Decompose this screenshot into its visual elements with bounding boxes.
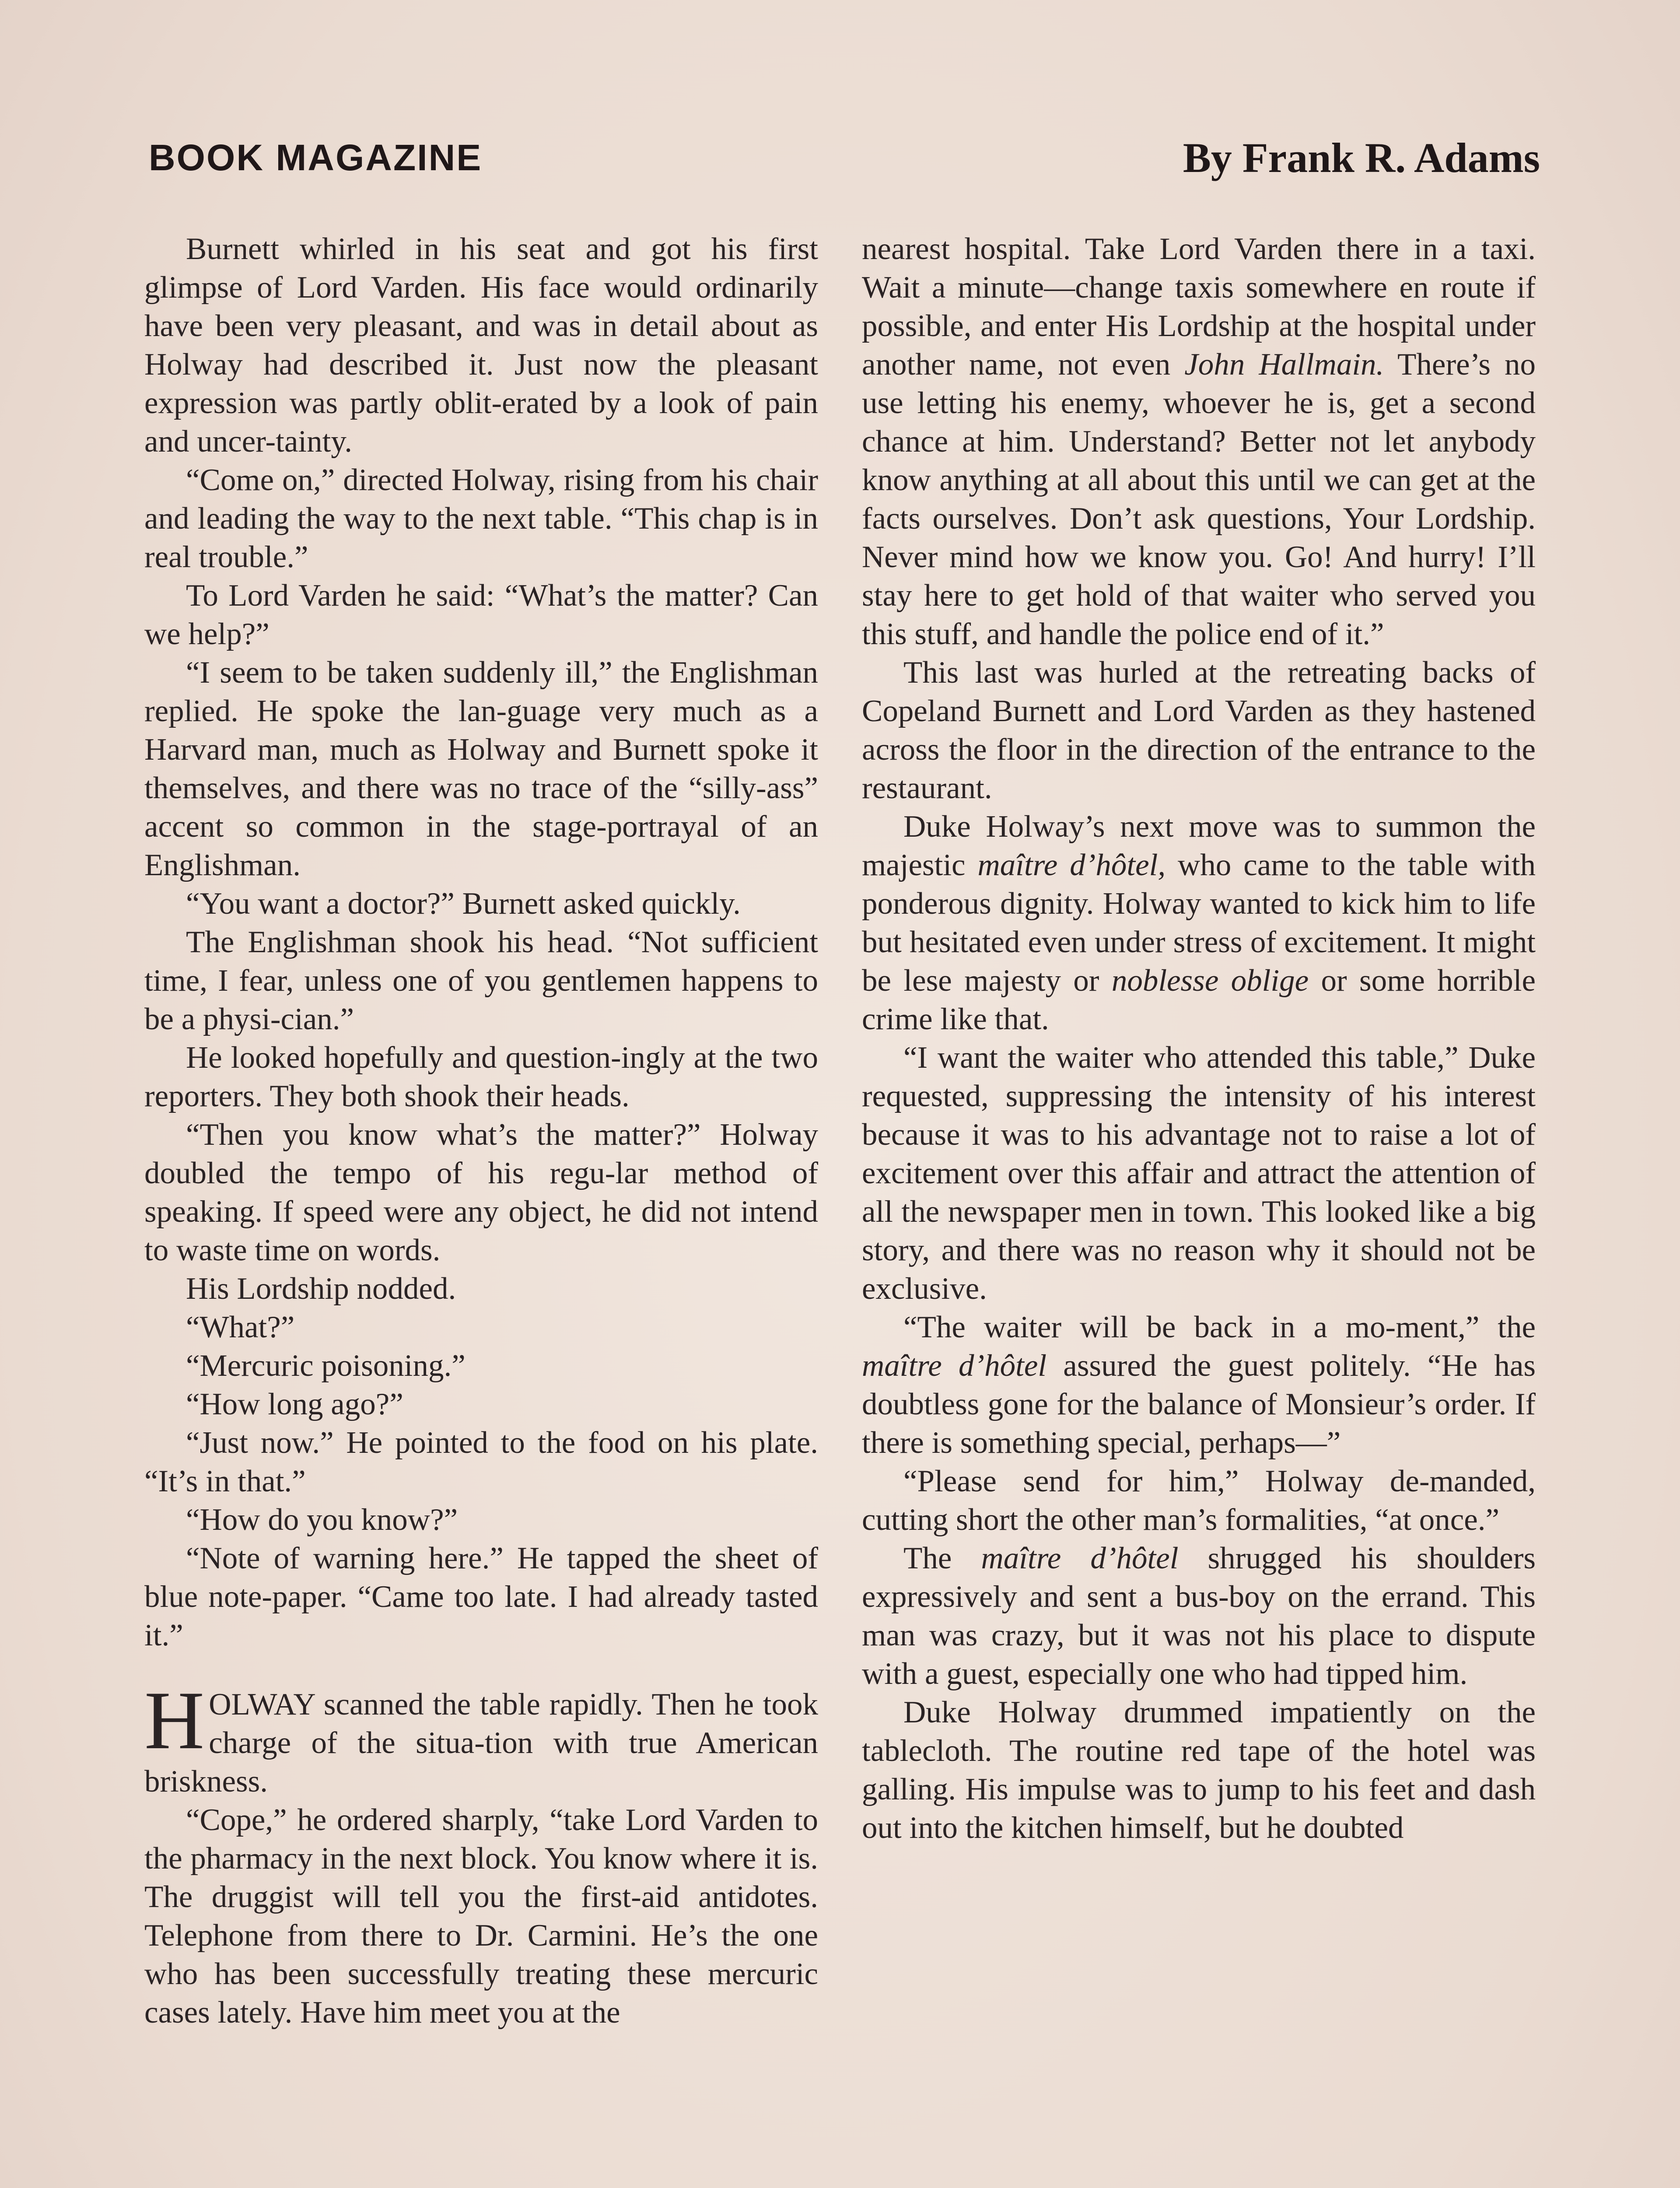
paragraph: The Englishman shook his head. “Not sufficient time, I fear, unless one of you gentlemen happens to be a physi-cian.”: [144, 925, 818, 1036]
paragraph: Duke Holway drummed impatiently on the tablecloth. The routine red tape of the hotel was galling. His impulse was to jump to his feet and dash out into the kitchen himself, but he doubted: [862, 1695, 1536, 1845]
paragraph: “How long ago?”: [186, 1387, 403, 1421]
paragraph: “Mercuric poisoning.”: [186, 1349, 466, 1383]
paragraph: This last was hurled at the retreating backs of Copeland Burnett and Lord Varden as they hastened across the floor in the direction of the entrance to the restaurant.: [862, 656, 1536, 805]
italic-name: John Hallmain.: [1184, 347, 1384, 382]
paragraph: “You want a doctor?” Burnett asked quickly.: [186, 887, 741, 921]
text-run: assured the guest politely. “He has doubtless gone for the balance of Monsieur’s order. If there is something special, perhaps—”: [862, 1349, 1536, 1460]
paragraph: “Note of warning here.” He tapped the sheet of blue note-paper. “Came too late. I had already tasted it.”: [144, 1541, 818, 1652]
text-run: who came to the table with ponderous dignity. Holway wanted to kick him to life but hesitated even under stress of excitement. It might be lese majesty or: [862, 848, 1536, 998]
paragraph: “I seem to be taken suddenly ill,” the Englishman replied. He spoke the lan-guage very much as a Harvard man, much as Holway and Burnett spoke it themselves, and there was no trace of the “silly-ass” accent so common in the stage-portrayal of an Englishman.: [144, 656, 818, 882]
paragraph: [862, 230, 1536, 653]
italic-term: maître d’hôtel: [981, 1541, 1179, 1575]
italic-term: maître d’hôtel: [862, 1349, 1047, 1383]
paragraph: To Lord Varden he said: “What’s the matter? Can we help?”: [144, 579, 818, 651]
text-run: “The waiter will be back in a mo-ment,” the: [903, 1310, 1536, 1344]
magazine-title: BOOK MAGAZINE: [149, 137, 483, 178]
paragraph: His Lordship nodded.: [186, 1272, 456, 1306]
paragraph: “What?”: [186, 1310, 295, 1344]
text-run: nearest hospital. Take Lord Varden there in a taxi. Wait a minute—change taxis somewhere en route if possible, and enter His Lordship at the hospital under another name, not even: [862, 232, 1536, 382]
paragraph: [862, 1539, 1536, 1693]
paragraph: “Cope,” he ordered sharply, “take Lord Varden to the pharmacy in the next block. You know where it is. The druggist will tell you the first-aid antidotes. Telephone from there to Dr. Carmini. He’s the one who has been successfully treating these mercuric cases lately. Have him meet you at the: [144, 1803, 818, 2030]
text-run: The: [903, 1541, 981, 1575]
drop-cap-letter: H: [144, 1675, 205, 1767]
paragraph: He looked hopefully and question-ingly at the two reporters. They both shook their heads.: [144, 1041, 818, 1113]
text-run: shrugged his shoulders expressively and sent a bus-boy on the errand. This man was crazy, but it was not his place to dispute with a guest, especially one who had tipped him.: [862, 1541, 1536, 1691]
text-columns: [144, 230, 1536, 2032]
paragraph: [862, 1308, 1536, 1462]
paragraph: “Please send for him,” Holway de-manded, cutting short the other man’s formalities, “at once.”: [862, 1464, 1536, 1537]
paragraph: “Then you know what’s the matter?” Holway doubled the tempo of his regu-lar method of speaking. If speed were any object, he did not intend to waste time on words.: [144, 1118, 818, 1267]
left-column: [144, 230, 818, 2032]
text-run: Duke Holway’s next move was to summon the majestic: [862, 810, 1536, 882]
text-run: There’s no use letting his enemy, whoever he is, get a second chance at him. Understand? Better not let anybody know anything at all about this until we can get at the facts ourselves. Don’t ask questions, Your Lordship. Never mind how we know you. Go! And hurry! I’ll stay here to get hold of that waiter who served you this stuff, and handle the police end of it.”: [862, 347, 1536, 651]
running-header: [149, 131, 1540, 184]
paragraph: “How do you know?”: [186, 1503, 458, 1537]
right-column: [862, 230, 1536, 2032]
author-byline: By Frank R. Adams: [1183, 134, 1540, 181]
paragraph: Burnett whirled in his seat and got his first glimpse of Lord Varden. His face would ordinarily have been very pleasant, and was in detail about as Holway had described it. Just now the pleasant expression was partly oblit-erated by a look of pain and uncer-tainty.: [144, 232, 818, 459]
paragraph: “Come on,” directed Holway, rising from his chair and leading the way to the next table. “This chap is in real trouble.”: [144, 463, 818, 574]
paragraph-text: OLWAY scanned the table rapidly. Then he took charge of the situa-tion with true American briskness.: [144, 1687, 818, 1799]
italic-term: noblesse oblige: [1111, 964, 1309, 998]
paragraph: [862, 807, 1536, 1038]
dropcap-paragraph: [144, 1675, 818, 1801]
text-run: or some horrible crime like that.: [862, 964, 1536, 1036]
paragraph: “I want the waiter who attended this table,” Duke requested, suppressing the intensity of his interest because it was to his advantage not to raise a lot of excitement over this affair and attract the attention of all the newspaper men in town. This looked like a big story, and there was no reason why it should not be exclusive.: [862, 1041, 1536, 1306]
paragraph: “Just now.” He pointed to the food on his plate. “It’s in that.”: [144, 1426, 818, 1498]
italic-term: maître d’hôtel,: [977, 848, 1166, 882]
